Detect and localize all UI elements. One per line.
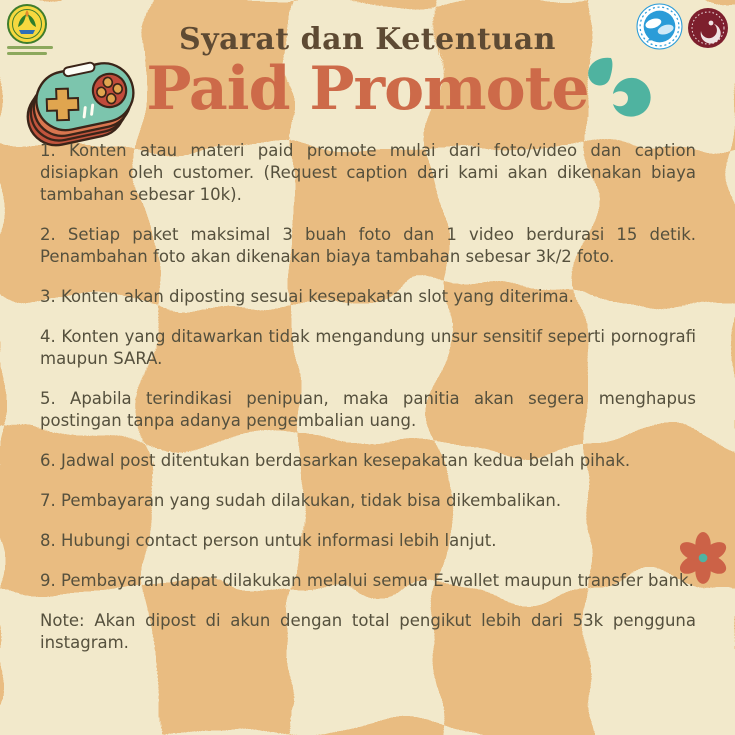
term-6: 6. Jadwal post ditentukan berdasarkan kesepakatan kedua belah pihak. bbox=[40, 451, 631, 470]
term-1: 1. Konten atau materi paid promote mulai dari foto/video dan caption disiapkan oleh customer. (Request caption dari kami akan dikenakan biaya tambahan sebesar 10k). bbox=[40, 141, 696, 204]
term-7: 7. Pembayaran yang sudah dilakukan, tidak bisa dikembalikan. bbox=[40, 491, 562, 510]
page-title: Syarat dan Ketentuan bbox=[179, 22, 556, 57]
teal-swoosh-decoration bbox=[579, 56, 657, 128]
main-title: Paid Promote bbox=[146, 54, 589, 124]
term-3: 3. Konten akan diposting sesuai kesepakatan slot yang diterima. bbox=[40, 287, 574, 306]
term-4: 4. Konten yang ditawarkan tidak mengandung unsur sensitif seperti pornografi maupun SARA. bbox=[40, 327, 696, 368]
term-9: 9. Pembayaran dapat dilakukan melalui semua E-wallet maupun transfer bank. bbox=[40, 571, 694, 590]
terms-list bbox=[40, 140, 696, 654]
game-controller-illustration bbox=[14, 50, 146, 150]
flower-decoration bbox=[680, 527, 728, 587]
flower-center bbox=[699, 554, 708, 563]
term-8: 8. Hubungi contact person untuk informasi lebih lanjut. bbox=[40, 531, 497, 550]
term-5: 5. Apabila terindikasi penipuan, maka panitia akan segera menghapus postingan tanpa adanya pengembalian uang. bbox=[40, 389, 696, 430]
note-text: Note: Akan dipost di akun dengan total pengikut lebih dari 53k pengguna instagram. bbox=[40, 611, 696, 652]
term-2: 2. Setiap paket maksimal 3 buah foto dan 1 video berdurasi 15 detik. Penambahan foto akan dikenakan biaya tambahan sebesar 3k/2 foto. bbox=[40, 225, 696, 266]
